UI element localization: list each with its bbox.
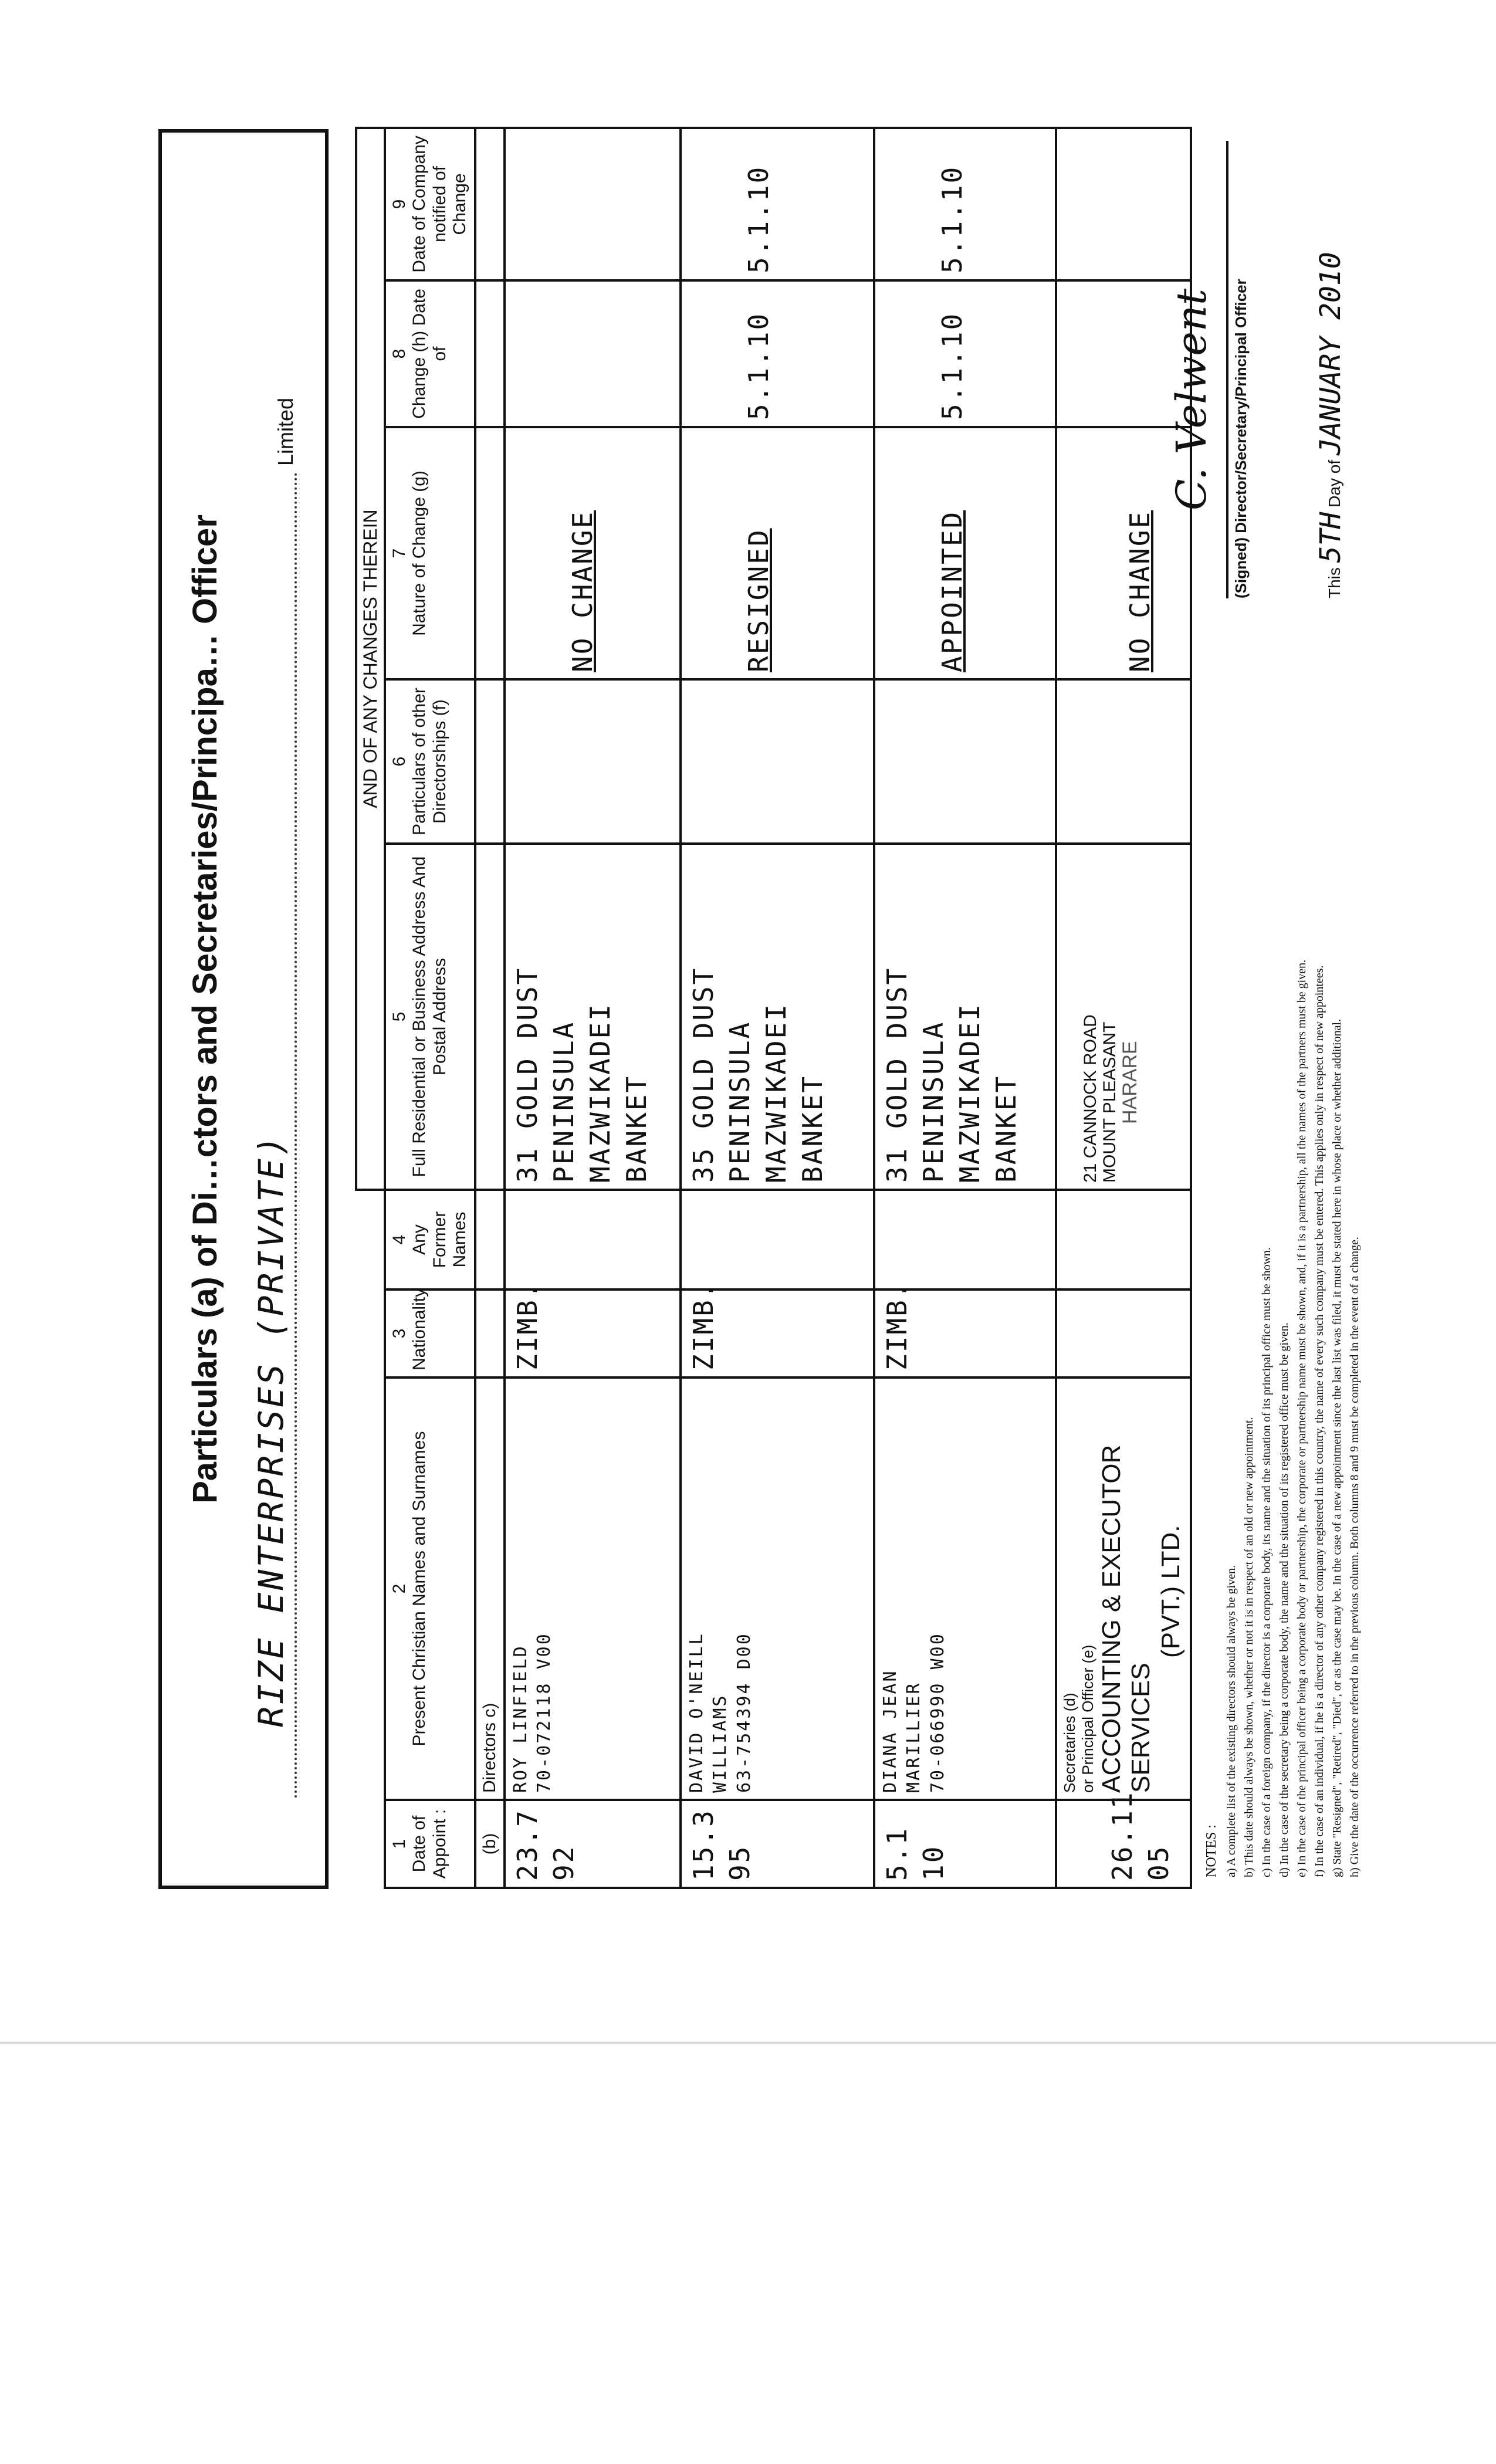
directors-particulars-form — [158, 129, 1408, 1889]
secretary-name-suffix: (PVT.) LTD. — [1156, 1525, 1185, 1658]
signature-line — [1226, 141, 1228, 598]
directors-label-row — [475, 128, 505, 1888]
table-row — [505, 128, 681, 1888]
director-name: ROY LINFIELD 70-072118 V00 — [505, 1377, 681, 1800]
other-directorships — [505, 679, 681, 844]
notified-date: 5.1.10 — [874, 128, 1056, 280]
note-item: h) Give the date of the occurrence referred to in the previous column. Both columns 8 and 9 must be completed in the event of a change. — [1348, 1237, 1361, 1877]
notes-heading: NOTES : — [1204, 1825, 1219, 1877]
col-1-sub: (b) — [475, 1800, 505, 1888]
director-name: DIANA JEAN MARILLIER 70-066990 W00 — [874, 1377, 1056, 1800]
signature-date: This 5TH Day of JANUARY 2010 — [1314, 252, 1347, 598]
form-title: Particulars (a) of Di…ctors and Secretaries/Principa… Officer — [186, 515, 224, 1504]
secretary-name: ACCOUNTING & EXECUTOR SERVICES — [1096, 1444, 1156, 1793]
table-row — [874, 128, 1056, 1888]
note-item: e) In the case of the principal officer being a corporate body or partnership, the corporate or partnership name must be shown, and, if it is a partnership, all the names of the partners must be given. — [1295, 959, 1308, 1877]
col-header-5: 5 Full Residential or Business Address And Postal Address — [385, 844, 475, 1190]
col-header-3: 3 Nationality — [385, 1289, 475, 1377]
col-header-2: 2 Present Christian Names and Surnames — [385, 1377, 475, 1800]
company-row — [250, 214, 309, 1798]
note-item: g) State "Resigned", "Retired", "Died", or as the case may be. In the case of a new appointment since the last list was filed, it must be stated here in whose place or whether additional. — [1331, 1019, 1343, 1877]
signature-block — [1156, 141, 1379, 598]
address: 31 GOLD DUST PENINSULA MAZWIKADEI BANKET — [874, 844, 1056, 1190]
col-header-9: 9 Date of Company notified of Change — [385, 128, 475, 280]
former-names — [681, 1190, 874, 1289]
note-item: f) In the case of an individual, if he is a director of any other company registered in this country, the name of every such company must be entered. This applies only in respect of new appointees. — [1313, 965, 1326, 1877]
col-header-6: 6 Particulars of other Directorships (f) — [385, 679, 475, 844]
change-date — [505, 280, 681, 427]
note-item: c) In the case of a foreign company, if the director is a corporate body, its name and the situation of its principal office must be shown. — [1260, 1247, 1273, 1877]
secretary-appoint-date: 26.11 05 — [1056, 1800, 1191, 1888]
former-names — [505, 1190, 681, 1289]
appoint-date: 23.7 92 — [505, 1800, 681, 1888]
nationality: ZIMB. — [874, 1289, 1056, 1377]
col-header-8: 8 Change (h) Date of — [385, 280, 475, 427]
directors-label: Directors c) — [475, 1377, 505, 1800]
note-item: b) This date should always be shown, whether or not it is in respect of an old or new appointment. — [1243, 1417, 1255, 1877]
secretary-name-cell: Secretaries (d) or Principal Officer (e) ACCOUNTING & EXECUTOR SERVICES (PVT.) LTD. — [1056, 1377, 1191, 1800]
nature-of-change: APPOINTED — [874, 427, 1056, 679]
company-name: RIZE ENTERPRISES (PRIVATE) — [251, 1133, 291, 1727]
change-date: 5.1.10 — [681, 280, 874, 427]
signature-caption: (Signed) Director/Secretary/Principal Officer — [1232, 279, 1250, 598]
span-header-row — [356, 128, 385, 1888]
nature-of-change: RESIGNED — [681, 427, 874, 679]
col-header-7: 7 Nature of Change (g) — [385, 427, 475, 679]
col-header-4: 4 Any Former Names — [385, 1190, 475, 1289]
secretary-nature-of-change: NO CHANGE — [1056, 427, 1191, 679]
address: 35 GOLD DUST PENINSULA MAZWIKADEI BANKET — [681, 844, 874, 1190]
appoint-date: 5.1 10 — [874, 1800, 1056, 1888]
note-item: d) In the case of the secretary being a corporate body, the name and the situation of its registered office must be given. — [1278, 1322, 1291, 1877]
title-box — [158, 129, 329, 1889]
notified-date: 5.1.10 — [681, 128, 874, 280]
company-suffix: Limited — [273, 397, 297, 466]
signature: C. Velwent — [1167, 288, 1216, 510]
col-header-1: 1 Date of Appoint : — [385, 1800, 475, 1888]
nature-of-change: NO CHANGE — [505, 427, 681, 679]
other-directorships — [874, 679, 1056, 844]
secretary-address-stamp: 21 CANNOCK ROAD MOUNT PLEASANT HARARE — [1056, 844, 1191, 1190]
change-date: 5.1.10 — [874, 280, 1056, 427]
table-row — [681, 128, 874, 1888]
other-directorships — [681, 679, 874, 844]
particulars-table — [355, 127, 1192, 1889]
address: 31 GOLD DUST PENINSULA MAZWIKADEI BANKET — [505, 844, 681, 1190]
appoint-date: 15.3 95 — [681, 1800, 874, 1888]
note-item: a) A complete list of the existing directors should always be given. — [1225, 1565, 1238, 1877]
column-header-row — [385, 128, 475, 1888]
scan-edge — [0, 2042, 1496, 2044]
nationality: ZIMB. — [505, 1289, 681, 1377]
notified-date — [505, 128, 681, 280]
director-name: DAVID O'NEILL WILLIAMS 63-754394 D00 — [681, 1377, 874, 1800]
nationality: ZIMB. — [681, 1289, 874, 1377]
span-header: AND OF ANY CHANGES THEREIN — [356, 128, 385, 1190]
former-names — [874, 1190, 1056, 1289]
company-dotted-line — [295, 472, 297, 1798]
